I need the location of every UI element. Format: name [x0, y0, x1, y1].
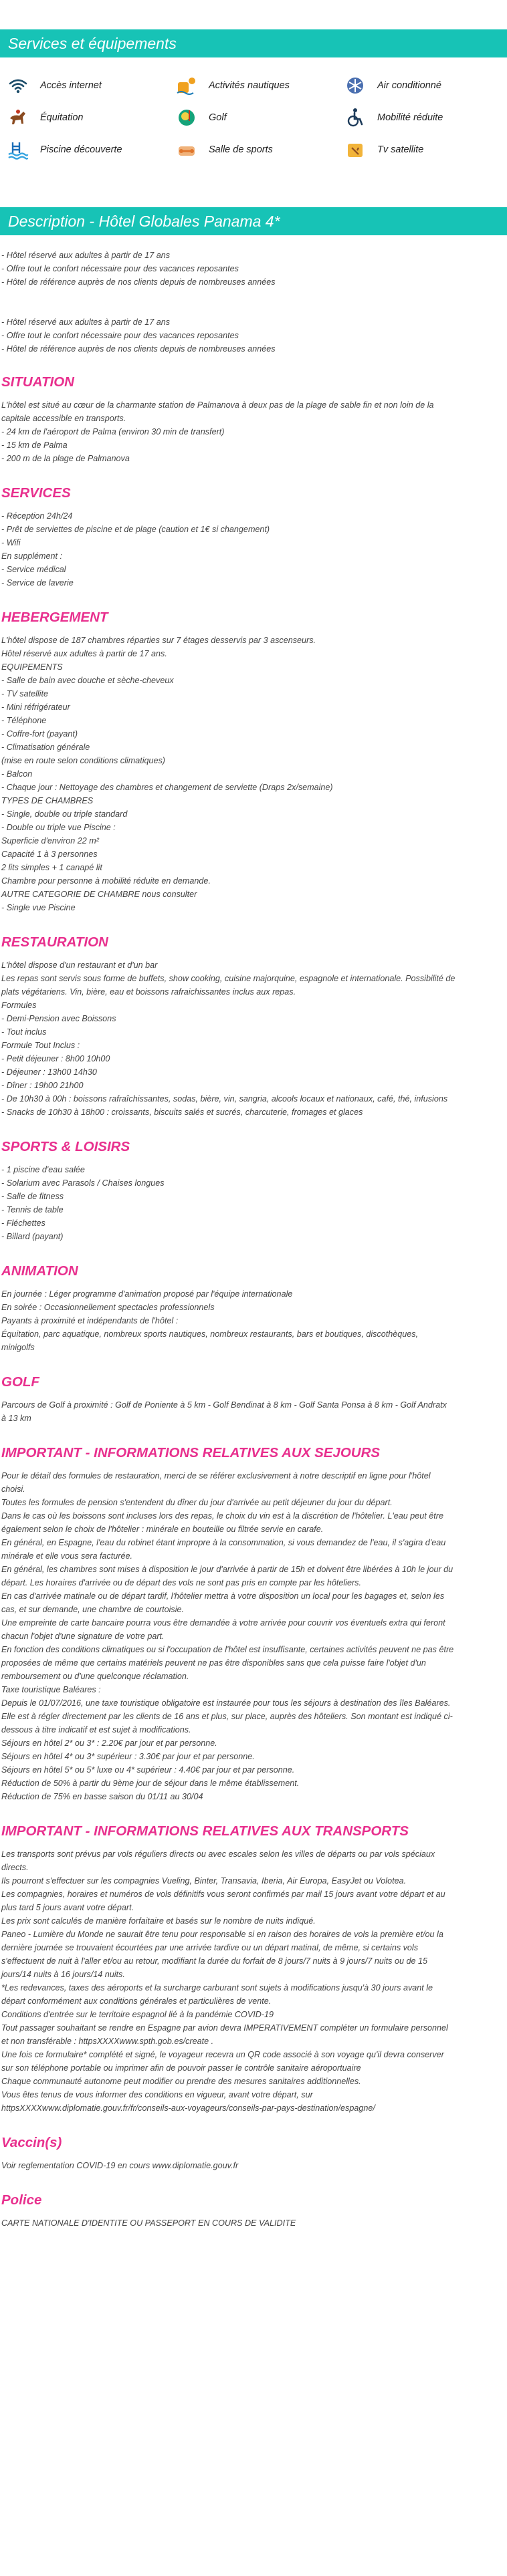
section-body [1, 1398, 506, 1425]
text-line: - Prêt de serviettes de piscine et de plage (caution et 1€ si changement) [1, 525, 270, 534]
service-label: Accès internet [40, 80, 102, 91]
tv-satellite-icon [344, 140, 367, 160]
text-line: Elle est à régler directement par les clients de 16 ans et plus, sur place, auprès des hôteliers. Son montant est indiqué ci- [1, 1712, 453, 1721]
text-line: Vous êtes tenus de vous informer des conditions en vigueur, avant votre départ, sur [1, 2090, 313, 2099]
text-line: - Salle de bain avec douche et sèche-cheveux [1, 676, 174, 685]
text-line: AUTRE CATEGORIE DE CHAMBRE nous consulter [1, 890, 197, 899]
text-line: - Hôtel de référence auprès de nos clients depuis de nombreuses années [1, 344, 276, 354]
text-line: - 200 m de la plage de Palmanova [1, 454, 130, 463]
text-line: Payants à proximité et indépendants de l'hôtel : [1, 1316, 179, 1325]
text-line: Pour le détail des formules de restauration, merci de se référer exclusivement à notre descriptif en ligne pour l'hôtel [1, 1471, 431, 1480]
text-line: minigolfs [1, 1343, 35, 1352]
section-heading: Police [1, 2192, 42, 2208]
section-body [1, 1847, 506, 2115]
service-item [337, 107, 507, 128]
text-line: Équitation, parc aquatique, nombreux sports nautiques, nombreux restaurants, bars et boutiques, discothèques, [1, 1329, 419, 1339]
text-line: *Les redevances, taxes des aéroports et la surcharge carburant sont sujets à modifications jusqu'à 30 jours avant le [1, 1983, 433, 1992]
text-line: Les prix sont calculés de manière forfaitaire et basés sur le nombre de nuits indiqué. [1, 1916, 316, 1926]
text-line: - 1 piscine d'eau salée [1, 1165, 85, 1174]
section-heading: SPORTS & LOISIRS [1, 1139, 130, 1154]
text-line: choisi. [1, 1485, 25, 1494]
text-line: Capacité 1 à 3 personnes [1, 850, 98, 859]
text-line: - Solarium avec Parasols / Chaises longues [1, 1178, 165, 1188]
text-line: plats végétariens. Vin, bière, eau et boissons rafraichissantes inclus aux repas. [1, 987, 296, 997]
water-sports-icon [175, 76, 198, 96]
blank-line [1, 302, 506, 315]
text-line: - Offre tout le confort nécessaire pour des vacances reposantes [1, 331, 239, 340]
text-line: - Petit déjeuner : 8h00 10h00 [1, 1054, 110, 1063]
section-heading: RESTAURATION [1, 934, 108, 950]
text-line: - Single, double ou triple standard [1, 809, 128, 819]
text-line: départ. Les horaires d'arrivée ou de départ des vols ne sont pas pris en compte par les hôteliers. [1, 1578, 361, 1587]
text-line: Voir reglementation COVID-19 en cours www.diplomatie.gouv.fr [1, 2161, 239, 2170]
text-line: Les compagnies, horaires et numéros de vols définitifs vous seront confirmés par mail 15 jours avant votre départ et au [1, 1890, 445, 1899]
text-line: En journée : Léger programme d'animation proposé par l'équipe internationale [1, 1289, 293, 1299]
text-line: - Mini réfrigérateur [1, 702, 70, 712]
text-line: - TV satellite [1, 689, 48, 698]
text-line: - De 10h30 à 00h : boissons rafraîchissantes, sodas, bière, vin, sangria, alcools locaux et nationaux, café, thé, infusions [1, 1094, 448, 1104]
service-item [337, 139, 507, 160]
section-body [1, 634, 506, 914]
text-line: cas, et sur demande, une chambre de courtoisie. [1, 1605, 185, 1614]
section-body [1, 1469, 506, 1803]
service-label: Piscine découverte [40, 144, 122, 155]
description-title: Description - Hôtel Globales Panama 4* [0, 207, 507, 235]
text-line: Formules [1, 1001, 37, 1010]
section-body [1, 1287, 506, 1354]
section-heading: GOLF [1, 1374, 39, 1390]
text-line: - Single vue Piscine [1, 903, 76, 912]
text-line: Une empreinte de carte bancaire pourra vous être demandée à votre arrivée pour couvrir vos éventuels extra qui feront [1, 1618, 445, 1628]
text-line: s'effectuent de nuit à l'aller et/ou au retour, modifiant la durée du forfait de 8 jours/7 nuits à 9 jours/7 nuits ou de 15 [1, 1956, 427, 1966]
text-line: En soirée : Occasionnellement spectacles professionnels [1, 1303, 215, 1312]
text-line: En supplément : [1, 551, 63, 561]
text-line: dessous à titre indicatif et est sujet à modifications. [1, 1725, 191, 1734]
text-line: Séjours en hôtel 5* ou 5* luxe ou 4* supérieur : 4.40€ par jour et par personne. [1, 1765, 295, 1775]
section-heading: HEBERGEMENT [1, 610, 108, 625]
text-line: - Chaque jour : Nettoyage des chambres et changement de serviette (Draps 2x/semaine) [1, 783, 333, 792]
text-line: - Fléchettes [1, 1218, 45, 1228]
text-line: - Service médical [1, 565, 66, 574]
service-item [0, 107, 169, 128]
service-item [169, 75, 337, 96]
text-line: minérale et elle vous sera facturée. [1, 1551, 133, 1561]
text-line: - Téléphone [1, 716, 47, 725]
section-body [1, 1163, 506, 1243]
horse-riding-icon [7, 108, 29, 128]
text-line: directs. [1, 1863, 29, 1872]
service-item [337, 75, 507, 96]
service-label: Activités nautiques [209, 80, 290, 91]
services-title: Services et équipements [0, 29, 507, 57]
text-line: Réduction de 50% à partir du 9ème jour de séjour dans le même établissement. [1, 1779, 300, 1788]
text-line: sur son téléphone portable ou imprimer afin de pouvoir passer le contrôle sanitaire aéroportuaire [1, 2063, 361, 2073]
text-line: Formule Tout Inclus : [1, 1041, 80, 1050]
text-line: Dans le cas où les boissons sont incluses lors des repas, le choix du vin est à la discrétion de l'hôtelier. L'eau peut être [1, 1511, 443, 1521]
text-line: - Hôtel de référence auprès de nos clients depuis de nombreuses années [1, 277, 276, 287]
intro-text [1, 249, 506, 356]
service-label: Tv satellite [377, 144, 424, 155]
text-line: Parcours de Golf à proximité : Golf de Poniente à 5 km - Golf Bendinat à 8 km - Golf Santa Ponsa à 8 km - Golf Andratx [1, 1400, 447, 1410]
text-line: - Réception 24h/24 [1, 511, 73, 521]
section-body [1, 398, 506, 465]
text-line: - Tennis de table [1, 1205, 64, 1214]
text-line: Les repas sont servis sous forme de buffets, show cooking, cuisine majorquine, espagnole et internationale. Possibilité de [1, 974, 455, 983]
text-line: Séjours en hôtel 4* ou 3* supérieur : 3.30€ par jour et par personne. [1, 1752, 255, 1761]
section-body [1, 2216, 506, 2230]
service-item [169, 139, 337, 160]
wheelchair-icon [344, 108, 367, 128]
text-line: et non transférable : httpsXXXXwww.spth.gob.es/create . [1, 2037, 214, 2046]
service-label: Salle de sports [209, 144, 273, 155]
text-line: Réduction de 75% en basse saison du 01/11 au 30/04 [1, 1792, 203, 1801]
service-label: Équitation [40, 112, 84, 123]
text-line: TYPES DE CHAMBRES [1, 796, 94, 805]
service-label: Mobilité réduite [377, 112, 443, 123]
description-content [0, 235, 507, 2230]
page [0, 29, 507, 2230]
text-line: - 24 km de l'aéroport de Palma (environ 30 min de transfert) [1, 427, 225, 436]
pool-icon [7, 140, 29, 160]
text-line: Conditions d'entrée sur le territoire espagnol lié à la pandémie COVID-19 [1, 2010, 274, 2019]
text-line: - Balcon [1, 769, 33, 779]
text-line: - Wifi [1, 538, 21, 547]
text-line: Taxe touristique Baléares : [1, 1685, 101, 1694]
service-label: Air conditionné [377, 80, 441, 91]
text-line: - Tout inclus [1, 1027, 47, 1037]
text-line: - Service de laverie [1, 578, 74, 588]
text-line: httpsXXXXwww.diplomatie.gouv.fr/fr/conseils-aux-voyageurs/conseils-par-pays-destination/espagne/ [1, 2103, 375, 2113]
text-line: En fonction des conditions climatiques ou si l'occupation de l'hôtel est insuffisante, certaines activités peuvent ne pas être [1, 1645, 454, 1654]
text-line: - Offre tout le confort nécessaire pour des vacances reposantes [1, 264, 239, 273]
golf-icon [175, 108, 198, 128]
section-heading: IMPORTANT - INFORMATIONS RELATIVES AUX TRANSPORTS [1, 1823, 409, 1839]
text-line: chacun l'objet d'une signature de votre part. [1, 1632, 165, 1641]
text-line: Une fois ce formulaire* complété et signé, le voyageur recevra un QR code associé à son voyage qu'il devra conserver [1, 2050, 444, 2059]
text-line: Les transports sont prévus par vols réguliers directs ou avec escales selon les villes de départs ou par vols spéciaux [1, 1849, 435, 1859]
text-line: - Climatisation générale [1, 743, 90, 752]
text-line: plus tard 5 jours avant votre départ. [1, 1903, 134, 1912]
text-line: proposées de même que certains matériels peuvent ne pas être disponibles sans que cela puisse faire l'objet d'un [1, 1658, 426, 1668]
text-line: remboursement ou d'une quelconque réclamation. [1, 1672, 189, 1681]
text-line: En cas d'arrivée matinale ou de départ tardif, l'hôtelier mettra à votre disposition un local pour les bagages et, selon les [1, 1591, 445, 1601]
text-line: (mise en route selon conditions climatiques) [1, 756, 165, 765]
text-line: L'hôtel dispose d'un restaurant et d'un bar [1, 960, 158, 970]
sections [1, 374, 506, 2230]
text-line: Hôtel réservé aux adultes à partir de 17 ans. [1, 649, 167, 658]
services-grid [0, 57, 507, 178]
text-line: capitale accessible en transports. [1, 414, 126, 423]
text-line: Tout passager souhaitant se rendre en Espagne par avion devra IMPERATIVEMENT compléter un formulaire personnel [1, 2023, 448, 2033]
gym-icon [175, 140, 198, 160]
text-line: CARTE NATIONALE D'IDENTITE OU PASSEPORT EN COURS DE VALIDITE [1, 2218, 296, 2228]
text-line: L'hôtel est situé au cœur de la charmante station de Palmanova à deux pas de la plage de sable fin et non loin de la [1, 400, 434, 410]
text-line: EQUIPEMENTS [1, 662, 63, 672]
section-body [1, 958, 506, 1119]
text-line: Ils pourront s'effectuer sur les compagnies Vueling, Binter, Transavia, Iberia, Air Europa, EasyJet ou Volotea. [1, 1876, 407, 1886]
text-line: - Demi-Pension avec Boissons [1, 1014, 116, 1023]
text-line: Depuis le 01/07/2016, une taxe touristique obligatoire est instaurée pour tous les séjours à destination des îles Baléares. [1, 1698, 451, 1708]
text-line: - Snacks de 10h30 à 18h00 : croissants, biscuits salés et sucrés, charcuterie, fromages et glaces [1, 1108, 363, 1117]
section-body [1, 509, 506, 590]
text-line: également selon le choix de l'hôtelier : minérale en bouteille ou filtrée servie en carafe. [1, 1525, 324, 1534]
text-line: à 13 km [1, 1414, 31, 1423]
service-item [0, 75, 169, 96]
section-heading: ANIMATION [1, 1263, 78, 1279]
text-line: 2 lits simples + 1 canapé lit [1, 863, 102, 872]
text-line: Paneo - Lumière du Monde ne saurait être tenu pour responsable si en raison des horaires de vols la première et/ou la [1, 1930, 443, 1939]
section-heading: Vaccin(s) [1, 2135, 62, 2150]
text-line: - Dîner : 19h00 21h00 [1, 1081, 84, 1090]
section-body [1, 2159, 506, 2172]
text-line: - 15 km de Palma [1, 440, 68, 450]
text-line: L'hôtel dispose de 187 chambres réparties sur 7 étages desservis par 3 ascenseurs. [1, 636, 316, 645]
text-line: Séjours en hôtel 2* ou 3* : 2.20€ par jour et par personne. [1, 1738, 217, 1748]
text-line: En général, les chambres sont mises à disposition le jour d'arrivée à partir de 15h et doivent être libérées à 10h le jour du [1, 1565, 453, 1574]
text-line: - Billard (payant) [1, 1232, 64, 1241]
service-item [0, 139, 169, 160]
text-line: Toutes les formules de pension s'entendent du dîner du jour d'arrivée au petit déjeuner du jour du départ. [1, 1498, 393, 1507]
section-heading: SITUATION [1, 374, 74, 390]
service-label: Golf [209, 112, 227, 123]
air-conditioning-icon [344, 76, 367, 96]
section-heading: SERVICES [1, 485, 71, 501]
service-item [169, 107, 337, 128]
text-line: départ conformément aux conditions générales et particulières de vente. [1, 1997, 272, 2006]
text-line: - Double ou triple vue Piscine : [1, 823, 116, 832]
section-heading: IMPORTANT - INFORMATIONS RELATIVES AUX SEJOURS [1, 1445, 381, 1460]
text-line: En général, en Espagne, l'eau du robinet étant impropre à la consommation, si vous demandez de l'eau, il s'agira d'eau [1, 1538, 446, 1547]
text-line: Chaque communauté autonome peut modifier ou prendre des mesures sanitaires additionnelles. [1, 2077, 361, 2086]
text-line: - Salle de fitness [1, 1192, 64, 1201]
text-line: dernière journée se trouvaient écourtées par une arrivée tardive ou un départ matinal, de même, si certains vols [1, 1943, 419, 1952]
text-line: - Coffre-fort (payant) [1, 729, 78, 739]
text-line: Chambre pour personne à mobilité réduite en demande. [1, 876, 211, 886]
text-line: - Déjeuner : 13h00 14h30 [1, 1067, 97, 1077]
text-line: jours/14 nuits à 16 jours/14 nuits. [1, 1970, 125, 1979]
text-line: - Hôtel réservé aux adultes à partir de 17 ans [1, 251, 171, 260]
text-line: - Hôtel réservé aux adultes à partir de 17 ans [1, 317, 171, 327]
wifi-icon [7, 76, 29, 96]
blank-line [1, 289, 506, 302]
text-line: Superficie d'environ 22 m² [1, 836, 99, 846]
